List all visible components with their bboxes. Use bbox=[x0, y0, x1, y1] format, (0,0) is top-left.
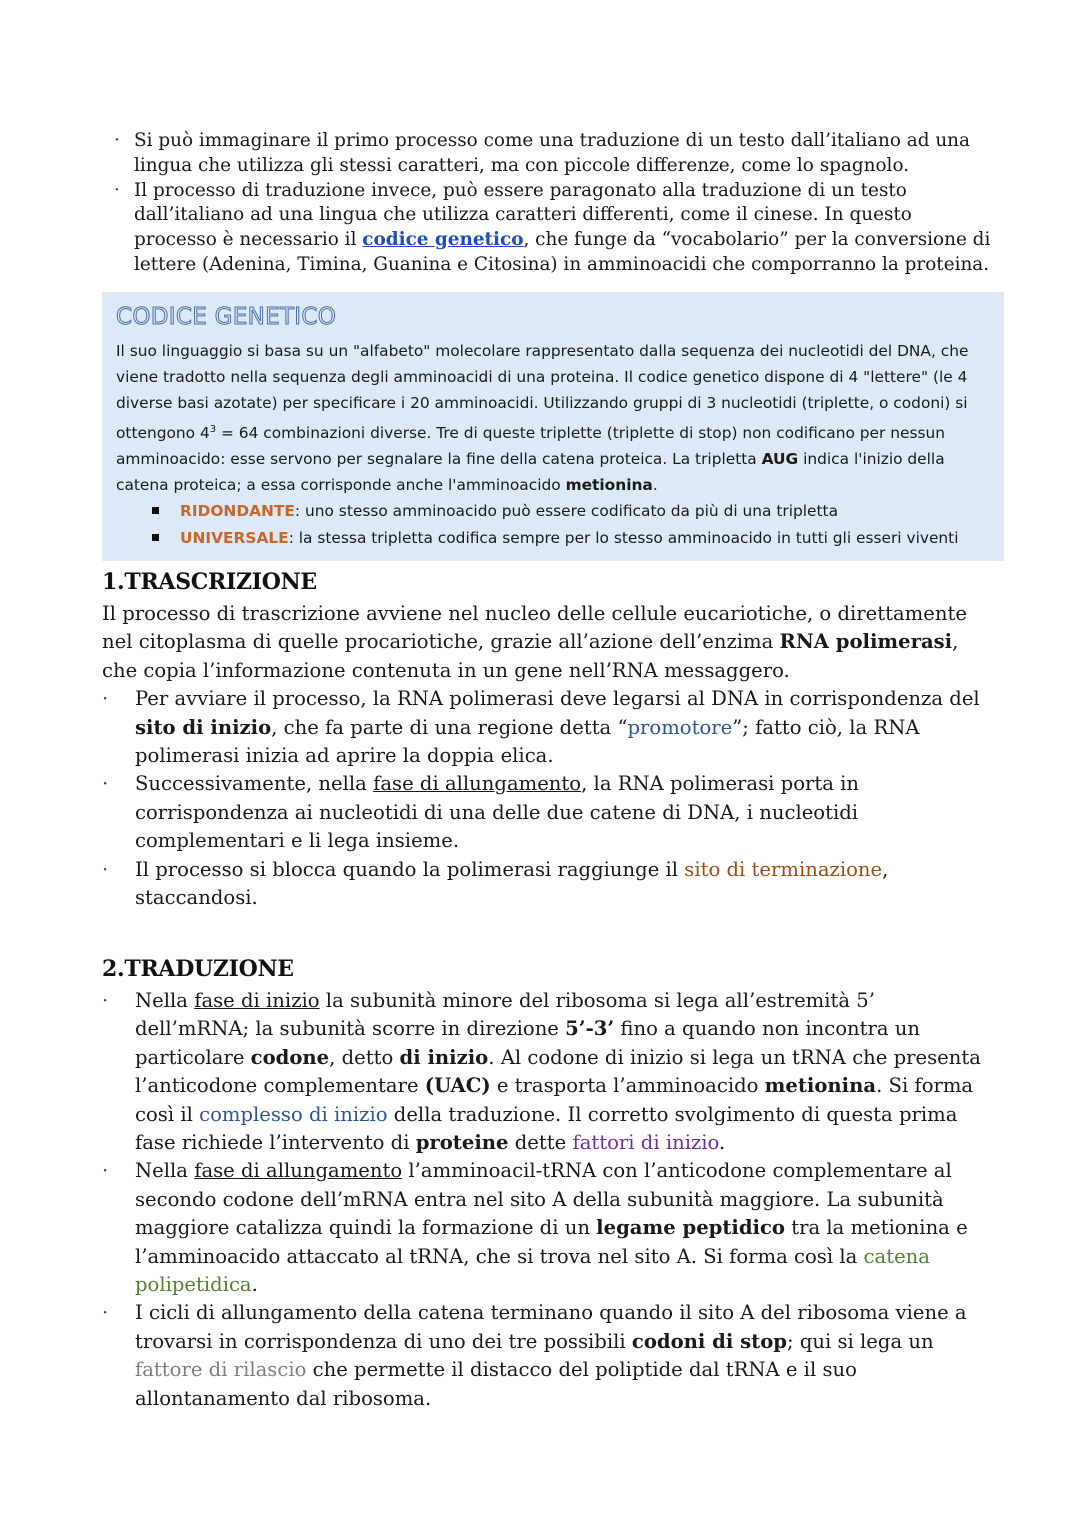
traduzione-heading: 2.TRADUZIONE bbox=[102, 956, 294, 982]
promotore-term: promotore bbox=[627, 715, 733, 739]
trascrizione-intro bbox=[102, 600, 982, 685]
square-bullet-icon bbox=[152, 507, 159, 514]
fase-allungamento-term: fase di allungamento bbox=[194, 1159, 403, 1183]
proteine-term: proteine bbox=[415, 1131, 509, 1155]
bullet-dot: · bbox=[102, 772, 109, 796]
text: ”; fatto ciò, la RNA polimerasi inizia ad aprire la doppia elica. bbox=[135, 715, 920, 768]
trascrizione-list bbox=[102, 685, 982, 912]
bullet-dot: · bbox=[102, 857, 109, 881]
text: I cicli di allungamento della catena terminano quando il sito A del ribosoma viene a trovarsi in corrispondenza di uno dei tre possibili bbox=[135, 1301, 967, 1353]
bullet-dot: · bbox=[102, 687, 109, 711]
text: Il processo di trascrizione avviene nel nucleo delle cellule eucariotiche, o direttamente nel citoplasma di quelle procariotiche, grazie all’azione dell’enzima bbox=[102, 602, 967, 654]
codice-properties-list bbox=[116, 498, 990, 550]
complesso-inizio-term: complesso di inizio bbox=[199, 1102, 388, 1126]
codice-text-d: . bbox=[652, 476, 658, 495]
codice-text-b: = 64 combinazioni diverse. Tre di queste triplette (triplette di stop) non codificano per nessun amminoacido: esse servono per segnalare la fine della catena proteica. La tripletta bbox=[116, 423, 945, 468]
text: . bbox=[251, 1273, 258, 1297]
trascrizione-heading: 1.TRASCRIZIONE bbox=[102, 569, 317, 595]
legame-peptidico-term: legame peptidico bbox=[596, 1216, 786, 1240]
codice-genetico-title: CODICE GENETICO bbox=[116, 304, 337, 330]
intro-bullet-1 bbox=[114, 129, 994, 179]
text: . Al codone di inizio si lega un tRNA che presenta l’anticodone complementare bbox=[135, 1045, 981, 1098]
metionina-term: metionina bbox=[764, 1074, 877, 1098]
text: della traduzione. Il corretto svolgimento di questa prima fase richiede l’intervento di bbox=[135, 1102, 958, 1155]
property-label: RIDONDANTE bbox=[180, 502, 295, 521]
property-universale bbox=[152, 525, 990, 551]
property-text: : uno stesso amminoacido può essere codificato da più di una tripletta bbox=[294, 502, 838, 521]
text: la subunità minore del ribosoma si lega all’estremità 5’ dell’mRNA; la subunità scorre in direzione bbox=[135, 989, 876, 1041]
fase-allungamento-term: fase di allungamento bbox=[373, 772, 582, 796]
fattori-inizio-term: fattori di inizio bbox=[572, 1131, 720, 1155]
codone-term: codone bbox=[250, 1045, 330, 1069]
bullet-dot: · bbox=[102, 1159, 109, 1183]
exponent: 3 bbox=[209, 423, 217, 435]
metionina-term: metionina bbox=[565, 476, 653, 495]
text: e trasporta l’amminoacido bbox=[490, 1074, 765, 1098]
bullet-dot: · bbox=[114, 179, 120, 201]
bullet-dot: · bbox=[102, 1301, 109, 1325]
rna-polimerasi-term: RNA polimerasi bbox=[779, 630, 953, 654]
traduzione-bullet-2 bbox=[102, 1157, 982, 1299]
text: che permette il distacco del poliptide dal tRNA e il suo allontanamento dal ribosoma. bbox=[135, 1358, 857, 1410]
intro-bullet-2 bbox=[114, 179, 994, 278]
traduzione-body bbox=[102, 987, 982, 1413]
property-label: UNIVERSALE bbox=[180, 528, 289, 547]
intro-bullet-2-text-b: , che funge da “vocabolario” per la conversione di lettere (Adenina, Timina, Guanina e Citosina) in amminoacidi che comporranno la proteina. bbox=[134, 229, 991, 275]
bullet-dot: · bbox=[114, 130, 120, 151]
fase-inizio-term: fase di inizio bbox=[194, 989, 320, 1012]
text: Il processo si blocca quando la polimerasi raggiunge il bbox=[135, 857, 685, 881]
traduzione-bullet-3 bbox=[102, 1299, 982, 1413]
text: dette bbox=[508, 1131, 573, 1155]
uac-term: (UAC) bbox=[424, 1074, 491, 1098]
trascrizione-bullet-1 bbox=[102, 685, 982, 770]
trascrizione-bullet-2 bbox=[102, 770, 982, 855]
property-text: : la stessa tripletta codifica sempre per lo stesso amminoacido in tutti gli esseri viventi bbox=[288, 528, 959, 547]
text: Successivamente, nella bbox=[135, 772, 374, 796]
text: , la RNA polimerasi porta in corrispondenza ai nucleotidi di una delle due catene di DNA, i nucleotidi complementari e li lega insieme. bbox=[135, 772, 860, 853]
text: Nella bbox=[135, 1159, 195, 1183]
codice-text-a: Il suo linguaggio si basa su un "alfabeto" molecolare rappresentato dalla sequenza dei nucleotidi del DNA, che viene tradotto nella sequenza degli amminoacidi di una proteina. Il codice genetico dispone di 4 "lettere" (le 4 diverse basi azotate) per specificare i 20 amminoacidi. Utilizzando gruppi di 3 nucleotidi (triplette, o codoni) si ottengono 4 bbox=[116, 342, 969, 442]
bullet-dot: · bbox=[102, 989, 109, 1012]
text: Nella bbox=[135, 989, 195, 1012]
direction-term: 5’-3’ bbox=[565, 1017, 615, 1041]
text: , staccandosi. bbox=[135, 857, 889, 910]
aug-codon: AUG bbox=[761, 449, 799, 468]
codice-text-c: indica l'inizio della catena proteica; a essa corrisponde anche l'amminoacido bbox=[116, 449, 945, 495]
codice-genetico-link[interactable]: codice genetico bbox=[362, 229, 524, 251]
square-bullet-icon bbox=[152, 534, 159, 541]
di-inizio-term: di inizio bbox=[399, 1045, 489, 1069]
sito-di-inizio-term: sito di inizio bbox=[135, 715, 272, 739]
intro-list bbox=[114, 129, 994, 278]
text: ; qui si lega un bbox=[787, 1329, 934, 1353]
text: . bbox=[719, 1131, 726, 1155]
text: tra la metionina e l’amminoacido attaccato al tRNA, che si trova nel sito A. Si forma così la bbox=[135, 1216, 968, 1268]
traduzione-bullet-1 bbox=[102, 987, 982, 1157]
trascrizione-bullet-3 bbox=[102, 856, 982, 913]
traduzione-list bbox=[102, 987, 982, 1413]
text: , che fa parte di una regione detta “ bbox=[271, 715, 628, 739]
text: Per avviare il processo, la RNA polimerasi deve legarsi al DNA in corrispondenza del bbox=[135, 687, 980, 711]
intro-bullet-1-text: Si può immaginare il primo processo come una traduzione di un testo dall’italiano ad una lingua che utilizza gli stessi caratteri, ma con piccole differenze, come lo spagnolo. bbox=[134, 130, 970, 176]
codice-genetico-paragraph bbox=[116, 338, 990, 498]
text: fino a quando non incontra un particolare bbox=[135, 1017, 920, 1069]
fattore-rilascio-term: fattore di rilascio bbox=[135, 1358, 307, 1382]
text: , che copia l’informazione contenuta in un gene nell’RNA messaggero. bbox=[102, 630, 959, 682]
sito-terminazione-term: sito di terminazione bbox=[684, 857, 883, 881]
text: . Si forma così il bbox=[135, 1074, 974, 1126]
codoni-stop-term: codoni di stop bbox=[631, 1329, 787, 1353]
trascrizione-body bbox=[102, 600, 982, 912]
property-ridondante bbox=[152, 498, 990, 524]
text: , detto bbox=[329, 1045, 400, 1069]
text: l’amminoacil-tRNA con l’anticodone complementare al secondo codone dell’mRNA entra nel sito A della subunità maggiore. La subunità maggiore catalizza quindi la formazione di un bbox=[135, 1159, 952, 1240]
intro-bullet-2-text-a: Il processo di traduzione invece, può essere paragonato alla traduzione di un testo dall’italiano ad una lingua che utilizza caratteri differenti, come il cinese. In questo processo è necessario il bbox=[134, 179, 912, 251]
codice-genetico-box bbox=[102, 292, 1004, 561]
catena-polipetidica-term: catena polipetidica bbox=[135, 1244, 930, 1297]
